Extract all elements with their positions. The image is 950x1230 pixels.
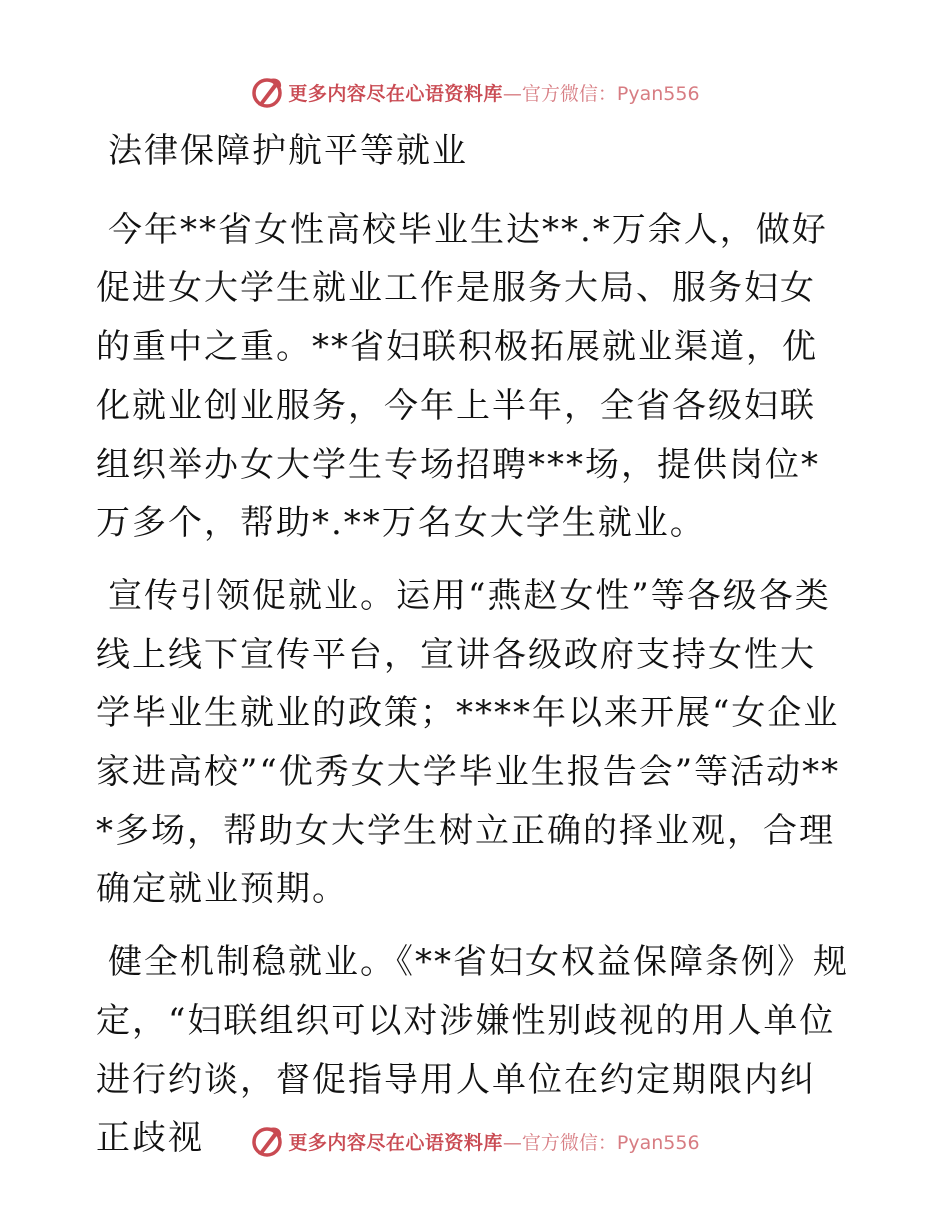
section-title: 法律保障护航平等就业 [108,131,468,171]
paragraph-2: 宣传引领促就业。运用“燕赵女性”等各级各类线上线下宣传平台，宣讲各级政府支持女性大学毕业生就业的政策；****年以来开展“女企业家进高校”“优秀女大学毕业生报告会”等活动***多场，帮助女大学生树立正确的择业观，合理确定就业预期。 [96,575,841,910]
quill-logo-icon [250,75,284,109]
footer-banner-wechat: —官方微信：Pyan556 [502,1131,700,1154]
header-watermark-banner [0,72,950,112]
quill-logo-icon [250,1124,284,1158]
paragraph-3: 健全机制稳就业。《**省妇女权益保障条例》规定，“妇联组织可以对涉嫌性别歧视的用人单位进行约谈，督促指导用人单位在约定期限内纠正歧视 [96,942,849,1159]
header-banner-wechat: —官方微信：Pyan556 [502,82,700,105]
document-body [96,122,850,1182]
footer-banner-text: 更多内容尽在心语资料库 [288,1131,503,1154]
paragraph-1: 今年**省女性高校毕业生达**.*万余人，做好促进女大学生就业工作是服务大局、服务妇女的重中之重。**省妇联积极拓展就业渠道，优化就业创业服务，今年上半年，全省各级妇联组织举办女大学生专场招聘***场，提供岗位*万多个，帮助*.**万名女大学生就业。 [96,209,828,544]
footer-watermark-banner [0,1121,950,1161]
header-banner-text: 更多内容尽在心语资料库 [288,82,503,105]
